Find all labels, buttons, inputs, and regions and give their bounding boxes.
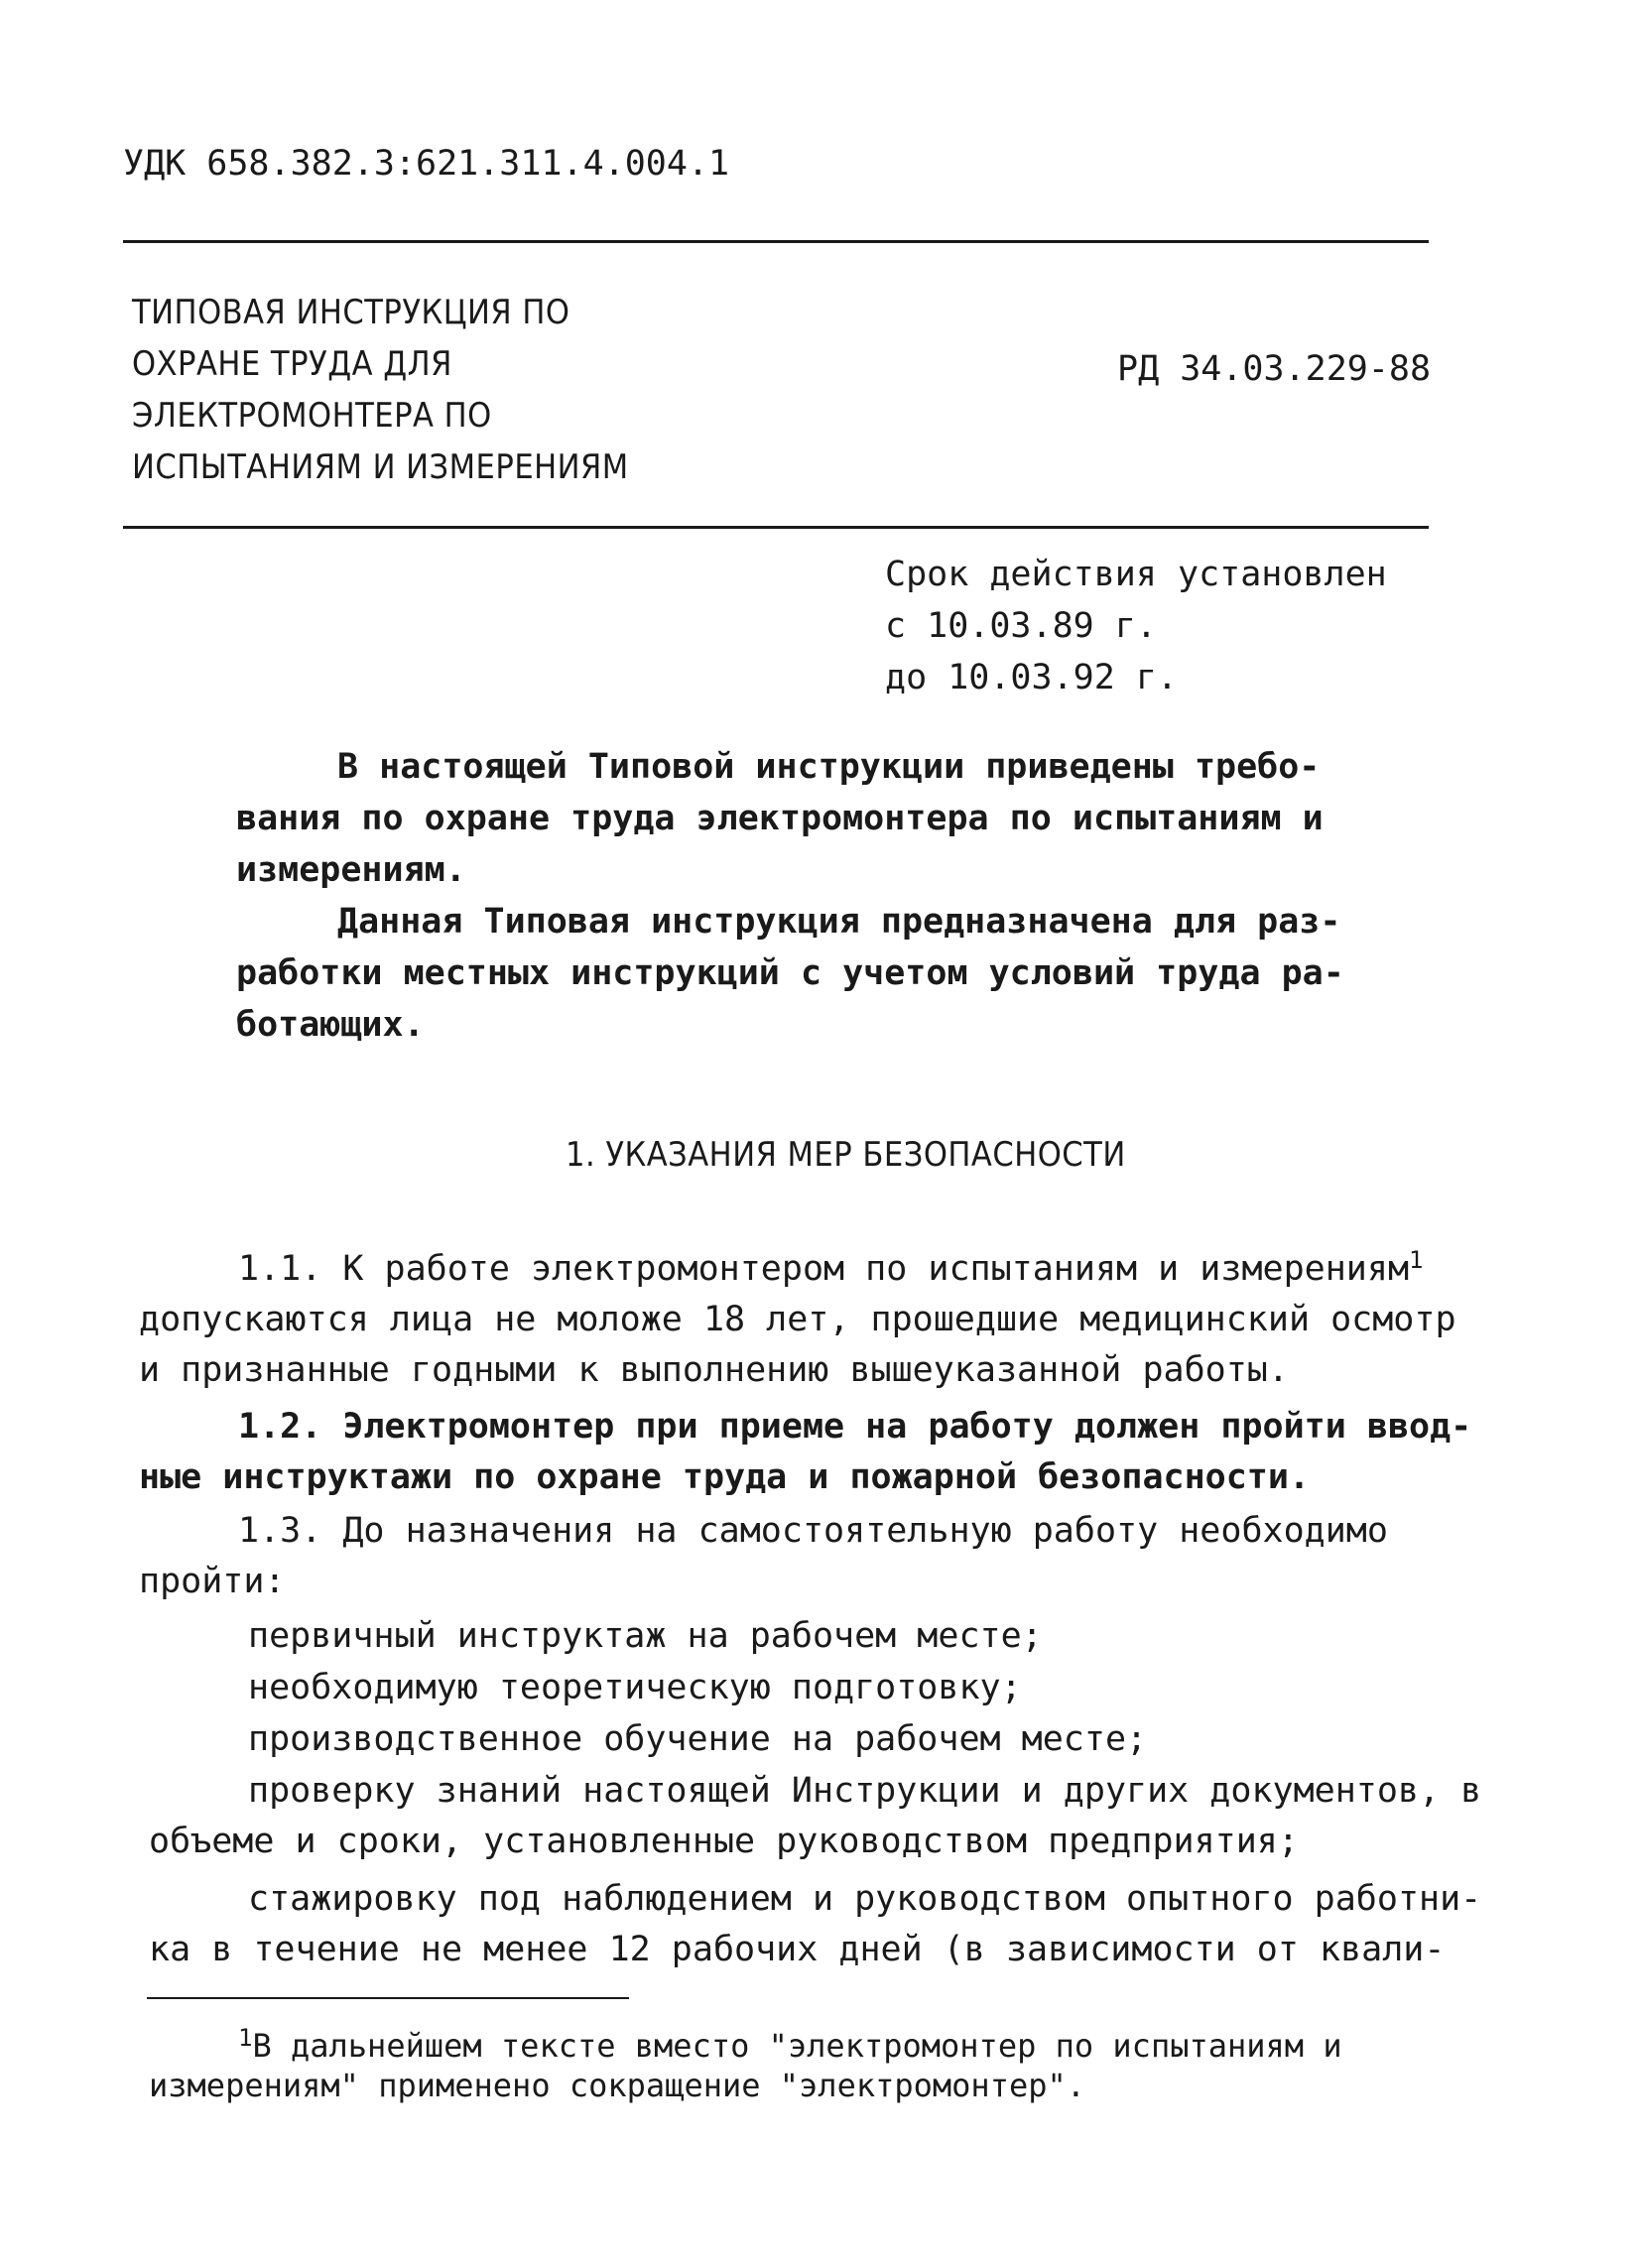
body-line: первичный инструктаж на рабочем месте; <box>248 1616 1043 1656</box>
top-rule <box>123 240 1429 243</box>
section-heading: 1. УКАЗАНИЯ МЕР БЕЗОПАСНОСТИ <box>566 1135 1126 1175</box>
body-line: ка в течение не менее 12 рабочих дней (в зависимости от квали- <box>149 1930 1446 1969</box>
udk-code: УДК 658.382.3:621.311.4.004.1 <box>123 144 730 184</box>
title-line: ОХРАНЕ ТРУДА ДЛЯ <box>132 344 452 384</box>
title-line: ЭЛЕКТРОМОНТЕРА ПО <box>132 396 492 436</box>
body-line-text: 1.1. К работе электромонтером по испытаниям и измерениям <box>238 1249 1410 1289</box>
footnote-marker: 1 <box>238 2024 253 2052</box>
body-line: допускаются лица не моложе 18 лет, прошедшие медицинский осмотр <box>139 1300 1456 1339</box>
title-line: ИСПЫТАНИЯМ И ИЗМЕРЕНИЯМ <box>132 447 629 487</box>
intro-line: работки местных инструкций с учетом условий труда ра- <box>236 953 1344 993</box>
body-line: 1.3. До назначения на самостоятельную работу необходимо <box>238 1511 1388 1551</box>
intro-line: вания по охране труда электромонтера по испытаниям и <box>236 799 1324 838</box>
intro-line: Данная Типовая инструкция предназначена для раз- <box>337 902 1341 942</box>
validity-line: до 10.03.92 г. <box>885 658 1179 697</box>
body-line: и признанные годными к выполнению вышеуказанной работы. <box>139 1350 1289 1390</box>
body-line: производственное обучение на рабочем месте; <box>248 1719 1148 1759</box>
document-code: РД 34.03.229-88 <box>1117 349 1432 389</box>
body-line: стажировку под наблюдением и руководством опытного работни- <box>248 1879 1482 1919</box>
body-line: 1.2. Электромонтер при приеме на работу должен пройти ввод- <box>238 1407 1472 1447</box>
body-line <box>238 1246 1424 1289</box>
intro-line: ботающих. <box>236 1005 425 1045</box>
intro-line: измерениям. <box>236 850 466 890</box>
body-line: проверку знаний настоящей Инструкции и других документов, в <box>248 1771 1482 1811</box>
intro-line: В настоящей Типовой инструкции приведены требо- <box>337 747 1321 787</box>
body-line: пройти: <box>139 1562 286 1601</box>
footnote-rule <box>147 1997 629 1999</box>
footnote-line <box>238 2024 1342 2065</box>
title-line: ТИПОВАЯ ИНСТРУКЦИЯ ПО <box>132 293 570 332</box>
title-bottom-rule <box>123 526 1429 529</box>
footnote-line: измерениям" применено сокращение "электромонтер". <box>149 2067 1086 2104</box>
footnote-line-text: В дальнейшем тексте вместо "электромонтер по испытаниям и <box>252 2027 1342 2065</box>
footnote-ref: 1 <box>1409 1246 1424 1274</box>
validity-line: с 10.03.89 г. <box>885 606 1157 646</box>
validity-line: Срок действия установлен <box>885 555 1387 594</box>
body-line: необходимую теоретическую подготовку; <box>248 1668 1022 1707</box>
body-line: объеме и сроки, установленные руководством предприятия; <box>149 1822 1299 1861</box>
body-line: ные инструктажи по охране труда и пожарной безопасности. <box>139 1457 1311 1497</box>
